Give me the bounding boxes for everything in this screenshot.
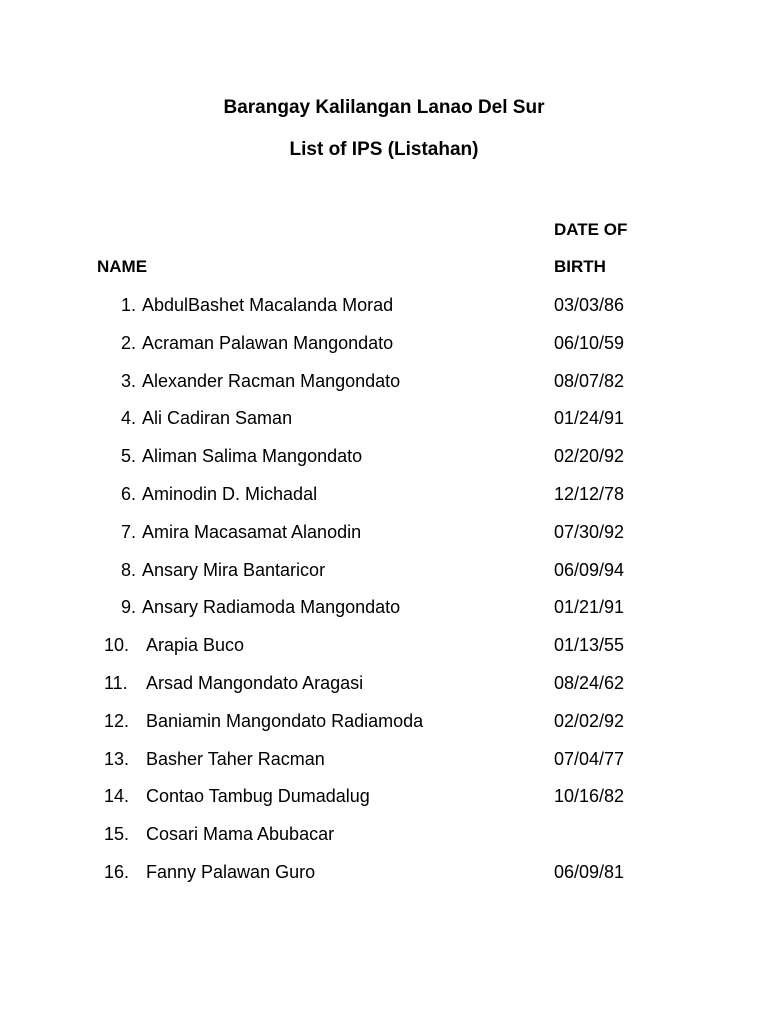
person-name: Ansary Mira Bantaricor (142, 559, 326, 580)
date-of-birth: 02/02/92 (554, 710, 625, 731)
date-of-birth: 01/21/91 (554, 597, 625, 618)
person-name: Ali Cadiran Saman (142, 408, 293, 429)
person-name: Alexander Racman Mangondato (142, 370, 401, 391)
date-of-birth: 01/13/55 (554, 635, 625, 656)
item-number: 6. (120, 483, 136, 504)
date-of-birth: 06/09/81 (554, 861, 625, 882)
person-name: Amira Macasamat Alanodin (142, 521, 362, 542)
list-item (0, 443, 768, 481)
list-item (0, 670, 768, 708)
date-of-birth: 02/20/92 (554, 446, 625, 467)
date-of-birth: 07/04/77 (554, 748, 625, 769)
item-number: 12. (104, 710, 130, 731)
list-item (0, 708, 768, 746)
list-item (0, 368, 768, 406)
date-of-birth: 08/07/82 (554, 370, 625, 391)
document-subtitle: List of IPS (Listahan) (289, 139, 479, 160)
person-name: Acraman Palawan Mangondato (142, 332, 394, 353)
date-of-birth: 07/30/92 (554, 521, 625, 542)
date-of-birth: 10/16/82 (554, 786, 625, 807)
item-number: 16. (104, 861, 130, 882)
person-name: Ansary Radiamoda Mangondato (142, 597, 401, 618)
item-number: 4. (120, 408, 136, 429)
person-name: Cosari Mama Abubacar (146, 824, 335, 845)
date-of-birth-header-line2: BIRTH (554, 257, 606, 276)
date-of-birth-header-line1: DATE OF (554, 220, 628, 239)
list-item (0, 481, 768, 519)
list-item (0, 405, 768, 443)
list-item (0, 292, 768, 330)
list-item (0, 859, 768, 897)
person-name: AbdulBashet Macalanda Morad (142, 295, 394, 315)
person-name: Contao Tambug Dumadalug (146, 786, 370, 807)
item-number: 3. (120, 370, 136, 391)
person-name: Aliman Salima Mangondato (142, 446, 363, 467)
item-number: 10. (104, 635, 130, 656)
list-item (0, 783, 768, 821)
item-number: 13. (104, 748, 130, 769)
person-name: Arapia Buco (146, 635, 245, 656)
date-of-birth: 12/12/78 (554, 483, 625, 504)
document-title: Barangay Kalilangan Lanao Del Sur (223, 97, 545, 118)
list-item (0, 632, 768, 670)
list-item (0, 821, 768, 859)
list-item (0, 557, 768, 595)
person-name: Arsad Mangondato Aragasi (146, 672, 364, 693)
person-name: Aminodin D. Michadal (142, 483, 318, 504)
item-number: 15. (104, 824, 130, 845)
item-number: 7. (120, 521, 136, 542)
item-number: 14. (104, 786, 130, 807)
person-name: Baniamin Mangondato Radiamoda (146, 710, 424, 731)
ips-list (0, 292, 768, 897)
date-of-birth: 03/03/86 (554, 295, 625, 315)
list-item (0, 519, 768, 557)
person-name: Basher Taher Racman (146, 748, 325, 769)
item-number: 8. (120, 559, 136, 580)
date-of-birth: 08/24/62 (554, 672, 625, 693)
date-of-birth: 06/10/59 (554, 332, 625, 353)
person-name: Fanny Palawan Guro (146, 861, 316, 882)
item-number: 2. (120, 332, 136, 353)
item-number: 5. (120, 446, 136, 467)
list-item (0, 594, 768, 632)
list-item (0, 746, 768, 784)
list-item (0, 330, 768, 368)
date-of-birth: 06/09/94 (554, 559, 625, 580)
name-header: NAME (97, 257, 148, 276)
item-number: 1. (120, 295, 136, 315)
item-number: 9. (120, 597, 136, 618)
item-number: 11. (104, 672, 128, 693)
date-of-birth: 01/24/91 (554, 408, 625, 429)
